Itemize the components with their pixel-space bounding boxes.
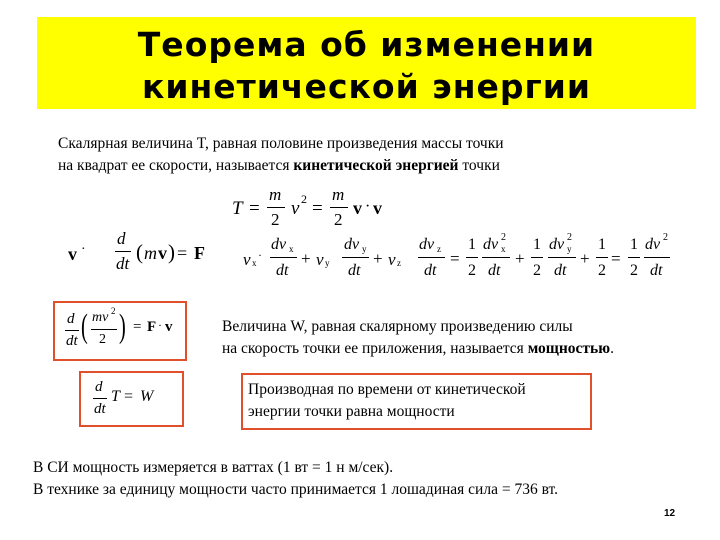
definition-line-1: Скалярная величина T, равная половине произведения массы точки (58, 135, 504, 152)
definition-line-2 (58, 157, 500, 175)
title-line-2: кинетической энергии (141, 67, 592, 106)
power-definition-line-1: Величина W, равная скалярному произведению силы (222, 318, 573, 335)
power-term: мощностью (527, 340, 611, 357)
power-definition-line-2-text: на скорость точки ее приложения, называется (222, 340, 528, 357)
theorem-formula-box: d dt T = W (79, 371, 184, 427)
theorem-line-1: Производная по времени от кинетической (248, 381, 526, 398)
power-definition-line-2-end: . (610, 340, 614, 357)
title-line-1: Теорема об изменении (137, 25, 596, 64)
definition-term: кинетической энергией (293, 157, 459, 174)
definition-line-2-text: на квадрат ее скорости, называется (58, 157, 294, 174)
title-banner (37, 17, 696, 109)
definition-line-2-end: точки (458, 157, 500, 174)
power-formula-box: d dt ( mv 2 2 ) = F · v (53, 301, 187, 361)
footer-line-1: В СИ мощность измеряется в ваттах (1 вт = 1 н м/сек). (33, 459, 394, 476)
theorem-statement-box (241, 373, 592, 430)
theorem-line-2: энергии точки равна мощности (248, 403, 455, 420)
power-definition-line-2 (222, 340, 614, 358)
footer-line-2: В технике за единицу мощности часто принимается 1 лошадиная сила = 736 вт. (33, 481, 558, 498)
slide-number: 12 (664, 508, 676, 519)
